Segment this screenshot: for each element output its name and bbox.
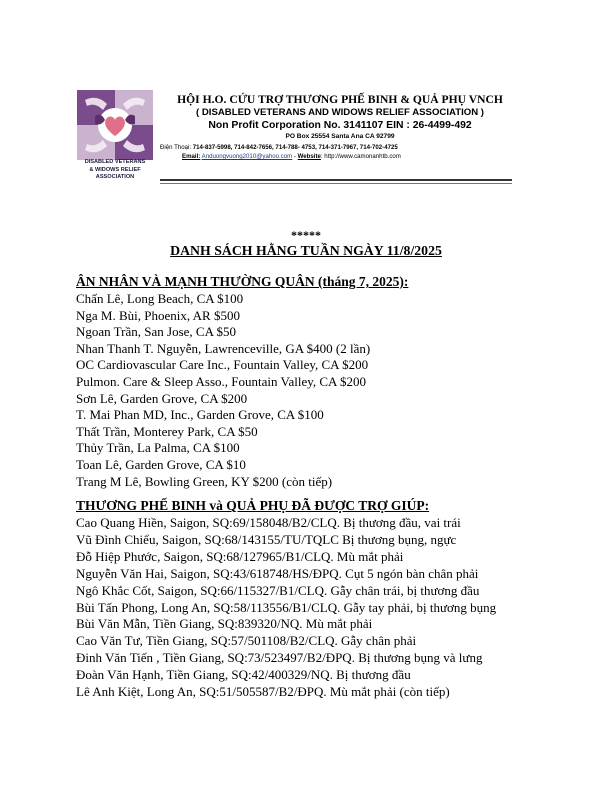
list-item: Sơn Lê, Garden Grove, CA $200 — [76, 390, 248, 406]
logo-caption — [77, 159, 153, 182]
phone-numbers: 714-837-5998, 714-842-7656, 714-788- 4753, 714-371-7967, 714-702-4725 — [192, 144, 398, 151]
list-item: Nga M. Bùi, Phoenix, AR $500 — [76, 307, 240, 323]
donors-list — [76, 291, 370, 490]
organization-header — [160, 93, 520, 141]
list-item: Pulmon. Care & Sleep Asso., Fountain Valley, CA $200 — [76, 373, 366, 389]
hands-heart-logo-icon — [77, 90, 153, 160]
header-rule-thick — [160, 179, 512, 181]
org-name-english: ( DISABLED VETERANS AND WIDOWS RELIEF ASSOCIATION ) — [196, 107, 484, 118]
header-rule-thin — [160, 183, 512, 184]
list-item: Bùi Tấn Phong, Long An, SQ:58/113556/B1/CLQ. Gẫy tay phải, bị thương bụng — [76, 599, 497, 615]
list-item: Chấn Lê, Long Beach, CA $100 — [76, 291, 244, 306]
website-label: Website — [297, 153, 321, 161]
email-website-line — [160, 152, 500, 161]
list-item: Toan Lê, Garden Grove, CA $10 — [76, 456, 246, 472]
contact-info — [160, 143, 500, 162]
stars-divider: ***** — [291, 228, 321, 242]
recipients-heading: THƯƠNG PHẾ BINH và QUẢ PHỤ ĐÃ ĐƯỢC TRỢ GIÚP: — [76, 498, 430, 513]
logo-caption-line2: & WIDOWS RELIEF ASSOCIATION — [89, 166, 141, 181]
list-item: Đoàn Văn Hạnh, Tiền Giang, SQ:42/400329/NQ. Bị thương đầu — [76, 667, 411, 683]
list-item: Trang M Lê, Bowling Green, KY $200 (còn tiếp) — [76, 473, 333, 489]
list-item: T. Mai Phan MD, Inc., Garden Grove, CA $100 — [76, 407, 324, 423]
list-item: Thủy Trần, La Palma, CA $100 — [76, 440, 240, 456]
email-link[interactable]: Anduongvuong2010@yahoo.com — [201, 153, 293, 161]
list-item: OC Cardiovascular Care Inc., Fountain Valley, CA $200 — [76, 357, 369, 373]
phone-label: Điện Thoại: — [160, 144, 192, 151]
list-item: Cao Văn Tư, Tiền Giang, SQ:57/501108/B2/CLQ. Gẫy chân phải — [76, 633, 417, 649]
list-item: Bùi Văn Mẫn, Tiền Giang, SQ:839320/NQ. Mù mắt phải — [76, 616, 373, 632]
po-box-address: PO Box 25554 Santa Ana CA 92799 — [285, 133, 395, 140]
list-item: Đinh Văn Tiến , Tiền Giang, SQ:73/523497/B2/ĐPQ. Bị thương bụng và lưng — [76, 650, 483, 666]
list-item: Ngô Khắc Cốt, Saigon, SQ:66/115327/B1/CLQ. Gẫy chân trái, bị thương đầu — [76, 582, 480, 598]
list-item: Thất Trần, Monterey Park, CA $50 — [76, 423, 258, 439]
list-item: Nhan Thanh T. Nguyễn, Lawrenceville, GA $400 (2 lần) — [76, 340, 371, 356]
list-item: Đỗ Hiệp Phước, Saigon, SQ:68/127965/B1/CLQ. Mù mắt phải — [76, 548, 404, 564]
email-label: Email: — [182, 153, 201, 161]
list-item: Lê Anh Kiệt, Long An, SQ:51/505587/B2/ĐPQ. Mù mắt phải (còn tiếp) — [76, 684, 450, 700]
list-item: Vũ Đình Chiểu, Saigon, SQ:68/143155/TU/TQLC Bị thương bụng, ngực — [76, 531, 457, 547]
logo-caption-line1: DISABLED VETERANS — [84, 159, 146, 165]
page-title: DANH SÁCH HẰNG TUẦN NGÀY 11/8/2025 — [170, 243, 442, 258]
separator: - — [293, 153, 296, 161]
list-item: Ngoan Trần, San Jose, CA $50 — [76, 324, 236, 340]
phone-line — [160, 143, 500, 152]
corporation-number: Non Profit Corporation No. 3141107 EIN : 26-4499-492 — [208, 120, 472, 131]
org-name-vietnamese: HỘI H.O. CỨU TRỢ THƯƠNG PHẾ BINH & QUẢ PHỤ VNCH — [177, 93, 503, 106]
website-url[interactable]: : http://www.camonanhtb.com — [320, 153, 401, 161]
donors-heading: ÂN NHÂN VÀ MẠNH THƯỜNG QUÂN (tháng 7, 2025): — [76, 274, 409, 289]
recipients-list — [76, 515, 496, 701]
list-item: Nguyễn Văn Hai, Saigon, SQ:43/618748/HS/ĐPQ. Cụt 5 ngón bàn chân phải — [76, 565, 479, 581]
list-item: Cao Quang Hiền, Saigon, SQ:69/158048/B2/CLQ. Bị thương đầu, vai trái — [76, 515, 461, 530]
